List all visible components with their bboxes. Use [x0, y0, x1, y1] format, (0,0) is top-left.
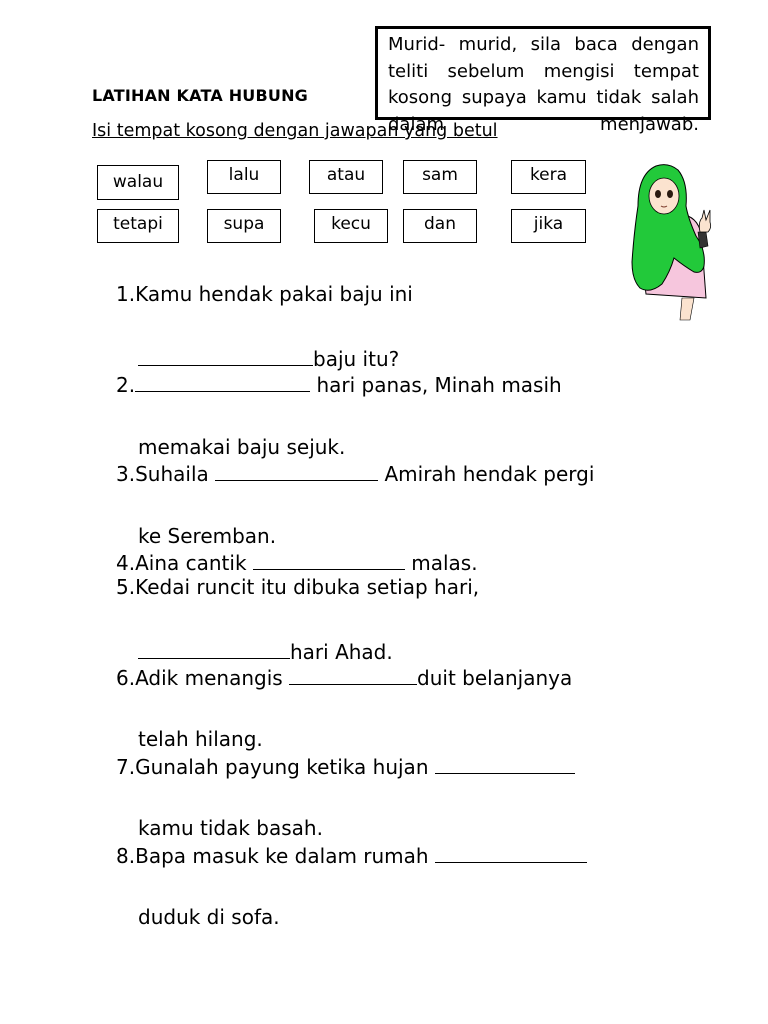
instruction-subtitle: Isi tempat kosong dengan jawapan yang betul: [92, 121, 498, 141]
question-3: [116, 460, 594, 486]
page-title: LATIHAN KATA HUBUNG: [92, 86, 308, 105]
question-3-line-2: ke Seremban.: [138, 524, 277, 548]
question-6-line-2: telah hilang.: [138, 727, 263, 751]
peace-hand: [699, 210, 710, 232]
word-bank-item: kecu: [314, 209, 388, 243]
question-text: Kamu hendak pakai baju ini: [135, 282, 413, 306]
question-text: Amirah hendak pergi: [378, 462, 595, 486]
answer-blank[interactable]: [253, 549, 405, 570]
question-number: 4.: [116, 551, 136, 575]
question-7-line-2: kamu tidak basah.: [138, 816, 323, 840]
question-1-line-2: [138, 345, 399, 371]
girl-illustration: [628, 162, 728, 322]
question-text: Kedai runcit itu dibuka setiap hari,: [135, 575, 480, 599]
question-text: Aina cantik: [135, 551, 253, 575]
question-number: 2.: [116, 373, 136, 397]
answer-blank[interactable]: [215, 460, 378, 481]
question-text: hari Ahad.: [290, 640, 393, 664]
question-7: [116, 753, 575, 779]
question-text: hari panas, Minah masih: [310, 373, 562, 397]
question-number: 7.: [116, 755, 136, 779]
question-text: Gunalah payung ketika hujan: [135, 755, 435, 779]
question-4: [116, 549, 478, 575]
question-text: Bapa masuk ke dalam rumah: [135, 844, 435, 868]
question-8-line-2: duduk di sofa.: [138, 905, 280, 929]
word-bank-item: kera: [511, 160, 586, 194]
right-eye: [667, 190, 673, 198]
question-6: [116, 664, 572, 690]
question-1: [116, 282, 413, 306]
question-text: Suhaila: [135, 462, 216, 486]
word-bank-item: tetapi: [97, 209, 179, 243]
word-bank-item: dan: [403, 209, 477, 243]
question-text: Adik menangis: [135, 666, 290, 690]
question-number: 5.: [116, 575, 136, 599]
instruction-box: [375, 26, 711, 135]
word-bank-item: supa: [207, 209, 281, 243]
question-2: [116, 371, 562, 397]
question-number: 6.: [116, 666, 136, 690]
answer-blank[interactable]: [138, 345, 313, 366]
question-number: 8.: [116, 844, 136, 868]
leg-shape: [680, 298, 694, 320]
question-5-line-2: [138, 638, 393, 664]
word-bank-item: sam: [403, 160, 477, 194]
question-number: 1.: [116, 282, 136, 306]
answer-blank[interactable]: [138, 638, 290, 659]
question-number: 3.: [116, 462, 136, 486]
answer-blank[interactable]: [289, 664, 417, 685]
question-text: baju itu?: [313, 347, 400, 371]
question-5: [116, 575, 479, 599]
sleeve-shape: [698, 232, 708, 248]
word-bank-item: jika: [511, 209, 586, 243]
answer-blank[interactable]: [435, 842, 587, 863]
question-text: duit belanjanya: [417, 666, 573, 690]
answer-blank[interactable]: [435, 753, 575, 774]
question-8: [116, 842, 587, 868]
left-eye: [655, 190, 661, 198]
question-2-line-2: memakai baju sejuk.: [138, 435, 346, 459]
question-text: malas.: [404, 551, 478, 575]
word-bank-item: lalu: [207, 160, 281, 194]
face-shape: [649, 178, 679, 214]
word-bank-item: atau: [309, 160, 383, 194]
instruction-text: Murid- murid, sila baca dengan teliti sebelum mengisi tempat kosong supaya kamu tidak salah dalam menjawab.: [388, 34, 699, 135]
word-bank-item: walau: [97, 165, 179, 200]
answer-blank[interactable]: [135, 371, 310, 392]
